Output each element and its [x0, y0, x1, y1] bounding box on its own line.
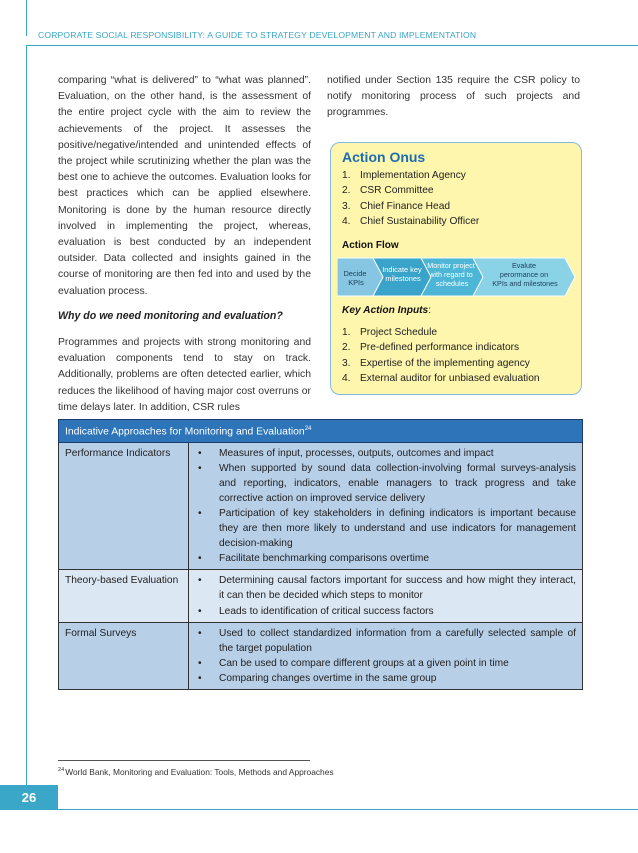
table-header-row: [59, 420, 583, 443]
paragraph: Programmes and projects with strong monitoring and evaluation components tend to stay on track. Additionally, problems are often detected earlier, which reduces the likelihood of having major cost overruns or time delays later. In addition, CSR rules: [58, 337, 311, 413]
margin-rule: [26, 45, 27, 785]
bullet-item: • Determining causal factors important for success and how might they interact, it can then be decided which steps to monitor: [195, 573, 576, 603]
action-onus-box: [330, 142, 582, 395]
footer-rule: [26, 809, 638, 810]
running-header: CORPORATE SOCIAL RESPONSIBILITY: A GUIDE TO STRATEGY DEVELOPMENT AND IMPLEMENTATION: [38, 30, 477, 40]
paragraph: comparing “what is delivered” to “what was planned”. Evaluation, on the other hand, is the assessment of the entire project cycle with the aim to review the achievements of the project. It assesses the positive/negative/intended and unintended effects of the project while scrutinizing whether the plan was the best one to achieve the outcomes. Evaluation looks for best practices which can be applied elsewhere. Monitoring is done by the human resource directly involved in implementing the project, whereas, evaluation is best conducted by an independent outsider. Data collected and insights gained in the course of monitoring are then fed into and used by the evaluation process.: [58, 75, 311, 297]
approach-name: Performance Indicators: [59, 442, 189, 570]
action-onus-title: Action Onus: [342, 149, 426, 165]
bullet-item: • Leads to identification of critical success factors: [195, 604, 576, 619]
table-row: [59, 442, 583, 570]
bullet-item: • Can be used to compare different groups at a given point in time: [195, 656, 576, 671]
list-item: 2. Pre-defined performance indicators: [342, 342, 520, 354]
header-rule: [26, 45, 638, 46]
table-row: [59, 570, 583, 622]
list-item: 4. Chief Sustainability Officer: [342, 216, 480, 228]
approach-details: [189, 622, 583, 689]
bullet-item: • Measures of input, processes, outputs, outcomes and impact: [195, 446, 576, 461]
section-subheading: Why do we need monitoring and evaluation?: [58, 309, 283, 322]
flow-step-3-label: Monitor project with regard to schedules: [427, 261, 475, 288]
page-number: 26: [0, 785, 58, 810]
approach-details: [189, 442, 583, 570]
bullet-item: • Used to collect standardized information from a carefully selected sample of the target population: [195, 626, 576, 656]
header-left-rule: [26, 0, 27, 36]
paragraph: notified under Section 135 require the CSR policy to notify monitoring process of such projects and programmes.: [327, 75, 580, 119]
key-action-inputs-title: Key Action Inputs:: [342, 305, 432, 316]
right-column: [327, 73, 580, 130]
bullet-item: • Facilitate benchmarking comparisons overtime: [195, 551, 576, 566]
bullet-item: • Participation of key stakeholders in defining indicators is important because they are then more likely to understand and use indicators for management decision-making: [195, 506, 576, 551]
flow-step-2-label: Indicate key milestones: [382, 265, 422, 283]
action-flow-title: Action Flow: [342, 240, 399, 251]
approach-name: Formal Surveys: [59, 622, 189, 689]
flow-step-1-label: Decide KPIs: [343, 269, 367, 287]
action-flow-diagram: [337, 257, 577, 297]
bullet-item: • Comparing changes overtime in the same group: [195, 671, 576, 686]
list-item: 3. Expertise of the implementing agency: [342, 357, 530, 369]
footnote-rule: [58, 760, 310, 761]
list-item: 4. External auditor for unbiased evaluation: [342, 373, 540, 385]
key-action-inputs-list: [342, 325, 540, 387]
action-onus-list: [342, 168, 479, 230]
left-column: [58, 73, 311, 424]
table-row: [59, 622, 583, 689]
list-item: 1. Implementation Agency: [342, 170, 466, 181]
approaches-table: [58, 419, 583, 690]
table-header: Indicative Approaches for Monitoring and Evaluation$^{24}$: [59, 420, 583, 443]
bullet-item: • When supported by sound data collection-involving formal surveys-analysis and reporting, indicators, enable managers to track progress and take corrective action on improved service delivery: [195, 461, 576, 506]
approach-details: [189, 570, 583, 622]
list-item: 1. Project Schedule: [342, 327, 438, 338]
list-item: 2. CSR Committee: [342, 185, 434, 197]
footnote: $^{24}$World Bank, Monitoring and Evaluation: Tools, Methods and Approaches: [58, 767, 334, 777]
flow-step-4-label: Evalute perormance on KPIs and milestones: [492, 261, 558, 288]
approach-name: Theory-based Evaluation: [59, 570, 189, 622]
list-item: 3. Chief Finance Head: [342, 200, 451, 212]
